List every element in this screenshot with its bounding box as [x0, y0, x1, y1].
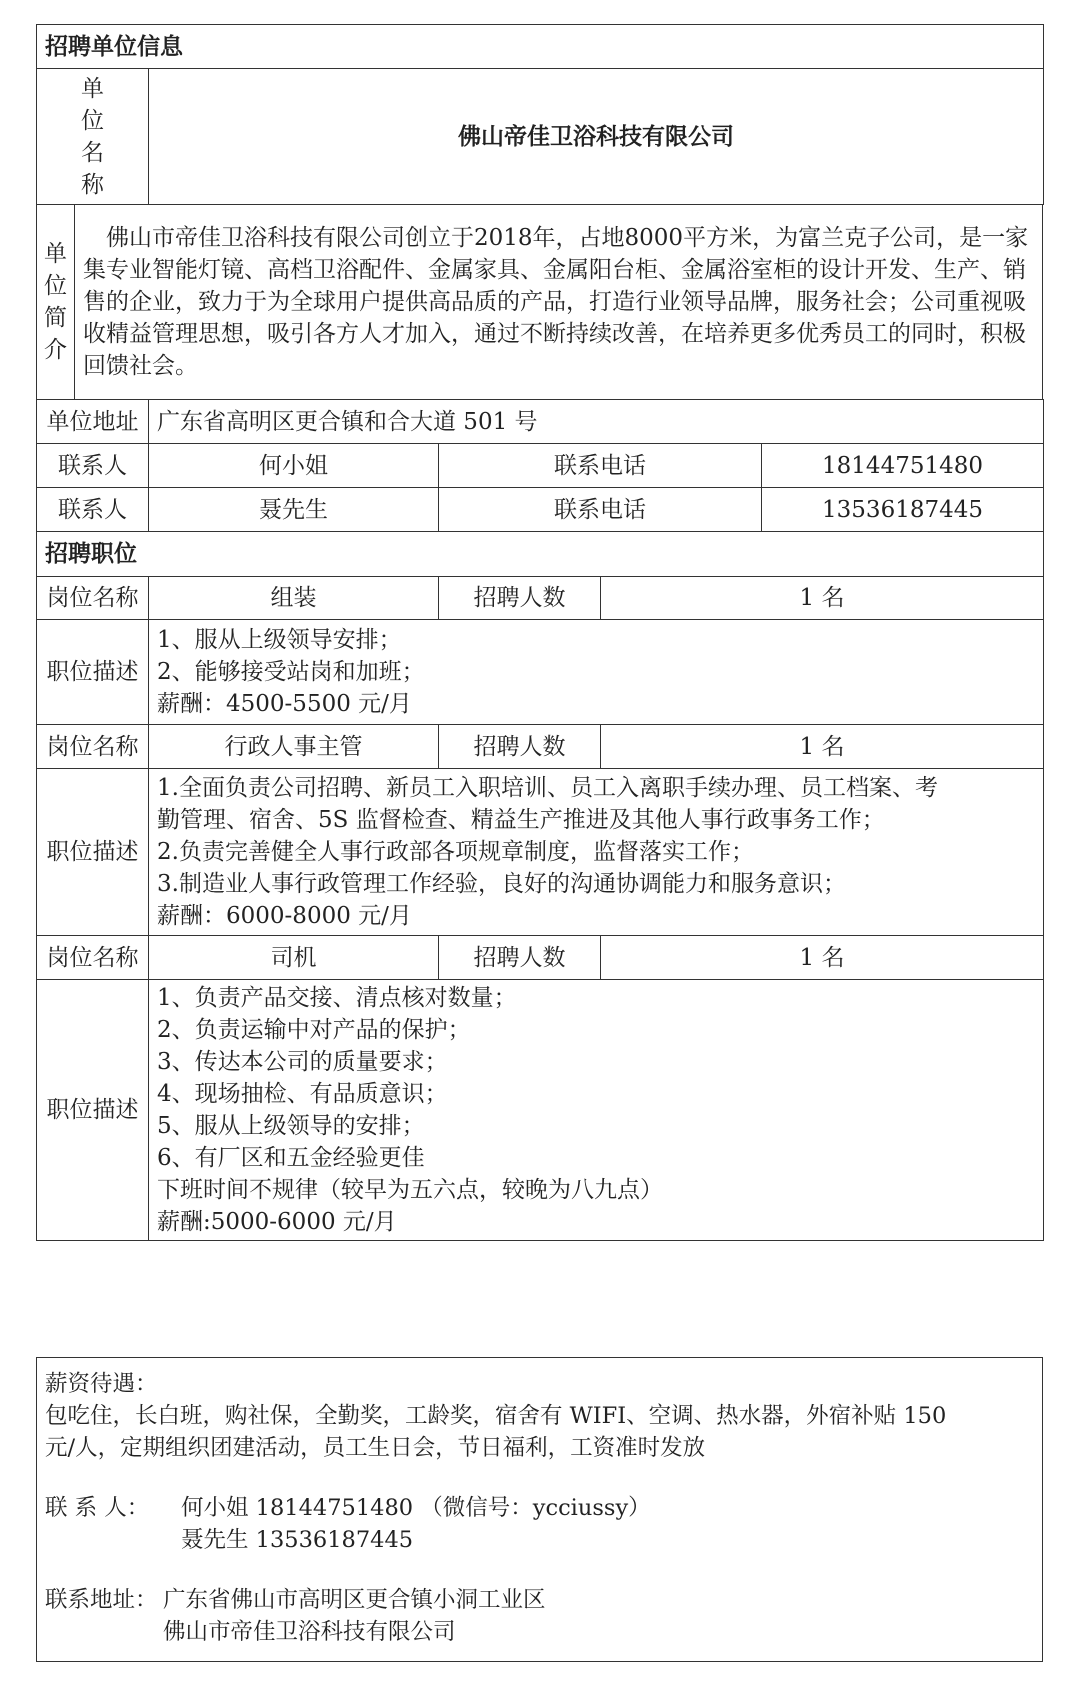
unit-name-label: 单 位 名 称 [37, 69, 149, 205]
position-desc: 1.全面负责公司招聘、新员工入职培训、员工入离职手续办理、员工档案、考 勤管理、宿舍、5S 监督检查、精益生产推进及其他人事行政事务工作； 2.负责完善健全人事行政部各项规章制度，监督落实工作； 3.制造业人事行政管理工作经验，良好的沟通协调能力和服务意识； 薪酬：6000-8000 元/月 [149, 769, 1044, 936]
unit-intro-label: 单 位 简 介 [37, 205, 75, 400]
benefits-title: 薪资待遇： [45, 1371, 158, 1397]
position-header-row [37, 725, 1044, 769]
address-line [45, 1584, 1034, 1616]
position-name-label: 岗位名称 [37, 725, 149, 769]
unit-intro: 佛山市帝佳卫浴科技有限公司创立于2018年，占地8000平方米，为富兰克子公司，是一家集专业智能灯镜、高档卫浴配件、金属家具、金属阳台柜、金属浴室柜的设计开发、生产、销售的企业，致力于为全球用户提供高品质的产品，打造行业领导品牌，服务社会；公司重视吸收精益管理思想，吸引各方人才加入，通过不断持续改善，在培养更多优秀员工的同时，积极回馈社会。 [75, 205, 1043, 400]
benefits-box [36, 1357, 1043, 1662]
company-name: 佛山帝佳卫浴科技有限公司 [149, 69, 1044, 205]
contact-label: 联系人 [37, 488, 149, 532]
contact-name: 聂先生 [149, 488, 439, 532]
contact-value: 聂先生 13536187445 [181, 1527, 414, 1553]
desc-label: 职位描述 [37, 980, 149, 1241]
headcount-label: 招聘人数 [439, 725, 601, 769]
desc-label: 职位描述 [37, 620, 149, 725]
benefits-line: 包吃住，长白班，购社保，全勤奖，工龄奖，宿舍有 WIFI、空调、热水器，外宿补贴 150 [45, 1403, 947, 1429]
headcount-label: 招聘人数 [439, 577, 601, 620]
contact-value: 何小姐 18144751480 （微信号：ycciussy） [181, 1495, 651, 1521]
address-label: 单位地址 [37, 400, 149, 444]
recruitment-table [36, 24, 1044, 205]
position-name: 行政人事主管 [149, 725, 439, 769]
desc-label: 职位描述 [37, 769, 149, 936]
details-table [36, 399, 1044, 1241]
position-name-label: 岗位名称 [37, 577, 149, 620]
address-label: 联系地址： [45, 1587, 158, 1613]
section-title-company-info: 招聘单位信息 [37, 25, 1044, 69]
position-desc-row [37, 980, 1044, 1241]
intro-table [36, 204, 1043, 400]
phone-value: 18144751480 [762, 444, 1044, 488]
position-name: 司机 [149, 936, 439, 980]
headcount-label: 招聘人数 [439, 936, 601, 980]
position-desc-row [37, 620, 1044, 725]
position-desc-row [37, 769, 1044, 936]
section-title-positions: 招聘职位 [37, 532, 1044, 577]
contact-name: 何小姐 [149, 444, 439, 488]
position-header-row [37, 936, 1044, 980]
address-value: 广东省佛山市高明区更合镇小洞工业区 [163, 1587, 546, 1613]
position-desc: 1、服从上级领导安排； 2、能够接受站岗和加班； 薪酬：4500-5500 元/月 [149, 620, 1044, 725]
position-desc: 1、负责产品交接、清点核对数量； 2、负责运输中对产品的保护； 3、传达本公司的质量要求； 4、现场抽检、有品质意识； 5、服从上级领导的安排； 6、有厂区和五金经验更佳 下班时间不规律（较早为五六点，较晚为八九点） 薪酬:5000-6000 元/月 [149, 980, 1044, 1241]
address-value: 广东省高明区更合镇和合大道 501 号 [149, 400, 1044, 444]
headcount-value: 1 名 [601, 725, 1044, 769]
position-header-row [37, 577, 1044, 620]
headcount-value: 1 名 [601, 936, 1044, 980]
contact-line [45, 1492, 1034, 1524]
phone-label: 联系电话 [439, 488, 762, 532]
contact-label: 联 系 人： [45, 1495, 150, 1521]
headcount-value: 1 名 [601, 577, 1044, 620]
contact-row [37, 444, 1044, 488]
phone-label: 联系电话 [439, 444, 762, 488]
benefits-line: 元/人，定期组织团建活动，员工生日会，节日福利，工资准时发放 [45, 1435, 706, 1461]
phone-value: 13536187445 [762, 488, 1044, 532]
contact-row [37, 488, 1044, 532]
position-name: 组装 [149, 577, 439, 620]
contact-label: 联系人 [37, 444, 149, 488]
address-value: 佛山市帝佳卫浴科技有限公司 [163, 1619, 456, 1645]
position-name-label: 岗位名称 [37, 936, 149, 980]
